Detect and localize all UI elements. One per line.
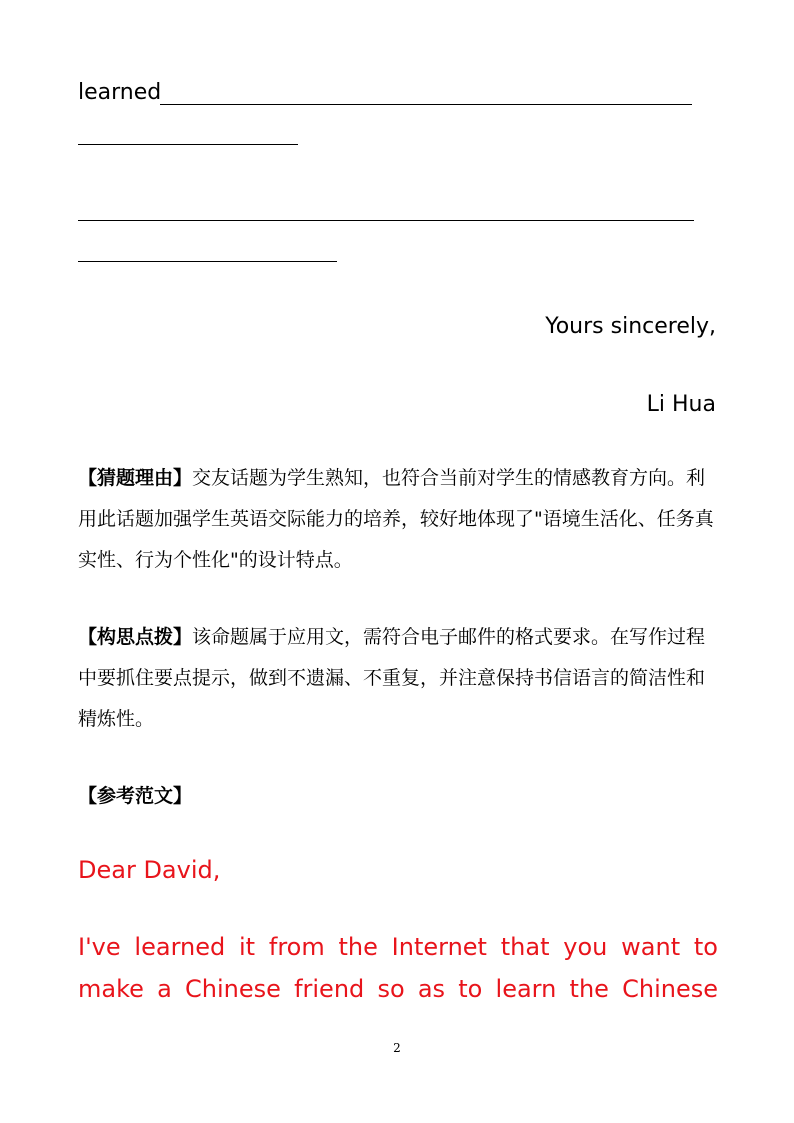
reason-heading: 【猜题理由】 bbox=[78, 467, 193, 489]
idea-text: 该命题属于应用文，需符合电子邮件的格式要求。在写作过程中要抓住要点提示，做到不遗漏、不重复，并注意保持书信语言的简洁性和精炼性。 bbox=[78, 626, 706, 730]
reason-paragraph bbox=[78, 458, 718, 581]
template-word-learned: learned bbox=[78, 80, 162, 105]
signature: Li Hua bbox=[646, 392, 716, 417]
reason-text: 交友话题为学生熟知，也符合当前对学生的情感教育方向。利用此话题加强学生英语交际能力的培养，较好地体现了"语境生活化、任务真实性、行为个性化"的设计特点。 bbox=[78, 467, 714, 571]
blank-rule-1 bbox=[160, 104, 692, 105]
template-line-1 bbox=[78, 80, 161, 105]
sample-greeting: Dear David, bbox=[78, 856, 221, 884]
blank-rule-3 bbox=[78, 220, 694, 221]
idea-heading: 【构思点拨】 bbox=[78, 626, 193, 648]
idea-paragraph bbox=[78, 617, 718, 740]
sample-heading: 【参考范文】 bbox=[78, 785, 193, 807]
signoff: Yours sincerely, bbox=[545, 314, 716, 339]
sample-line-1: I've learned it from the Internet that you want to bbox=[78, 933, 718, 961]
sample-line-2: make a Chinese friend so as to learn the Chinese bbox=[78, 975, 718, 1003]
blank-rule-4 bbox=[78, 261, 337, 262]
page-number: 2 bbox=[393, 1041, 401, 1055]
sample-section bbox=[78, 776, 718, 817]
blank-rule-2 bbox=[78, 144, 298, 145]
